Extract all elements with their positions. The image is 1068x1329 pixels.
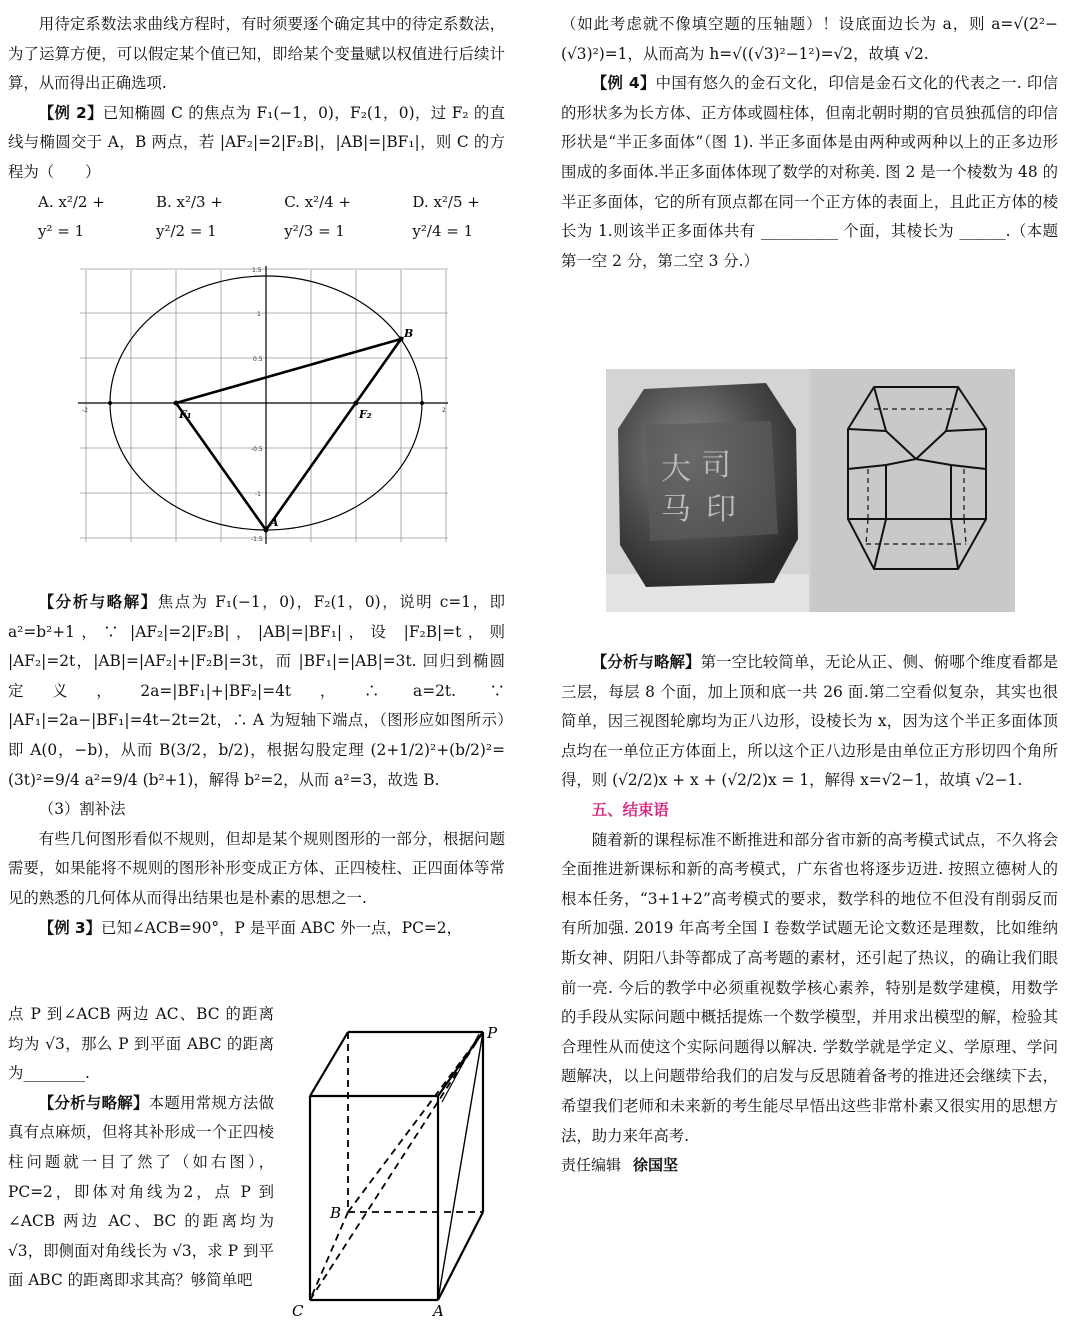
label-prism-a: A xyxy=(433,1302,444,1320)
example-2-options xyxy=(8,188,505,247)
triangle-abf1 xyxy=(176,339,401,530)
tick-y-m15: -1.5 xyxy=(251,536,263,543)
example-4 xyxy=(561,69,1058,276)
option-d: D. x²/5 + y²/4 = 1 xyxy=(412,192,480,241)
point-b xyxy=(399,337,404,342)
closing-paragraph: 随着新的课程标准不断推进和部分省市新的高考模式试点，不久将会全面推进新课标和新的高考模式，广东省也将逐步迈进. 按照立德树人的根本任务，“3+1+2”高考模式的要求，数学科的地位不但没有削弱反而有所加强. 2019 年高考全国 I 卷数学试题无论文数还是理数，比如维纳斯女神、阴阳八卦等都成了高考题的素材，还引起了热议，的确让我们眼前一亮. 今后的教学中必须重视数学核心素养，特别是数学建模，用数学的手段从实际问题中概括提炼一个数学模型，并用求出模型的解，检验其合理性从而使这个实际问题得以解决. 学数学就是学定义、学原理、学问题解决，以上问题带给我们的启发与反思随着备考的推进还会继续下去，希望我们老师和未来新的考生能尽早悟出这些非常朴素又很实用的思想方法，助力来年高考. xyxy=(561,830,1058,1145)
example-3 xyxy=(8,914,505,944)
left-column xyxy=(8,10,505,247)
label-f2: F₂ xyxy=(359,408,372,421)
example-3-rest: 点 P 到∠ACB 两边 AC、BC 的距离均为 √3，那么 P 到平面 ABC 的距离为________. xyxy=(8,1005,274,1083)
subsection-3: （3）割补法 xyxy=(38,800,126,819)
analysis-4-text: 第一空比较简单，无论从正、侧、俯哪个维度看都是三层，每层 8 个面，加上顶和底一共 26 面.第二空看似复杂，其实也很简单，因三视图轮廓均为正八边形，设棱长为 x，因为这个半正多面体顶点均在一单位正方体面上，所以这个正八边形是由单位正方形切四个角所得，则 (√2/2)x + x + (√2/2)x = 1，解得 x=√2−1，故填 √2−1. xyxy=(561,653,1058,790)
right-column xyxy=(561,10,1058,276)
example-2 xyxy=(8,99,505,188)
example-2-label: 【例 2】 xyxy=(38,103,103,122)
label-prism-b: B xyxy=(330,1204,342,1222)
example-2-text: 已知椭圆 C 的焦点为 F₁(−1，0)，F₂(1，0)，过 F₂ 的直线与椭圆交于 A，B 两点，若 |AF₂|=2|F₂B|，|AB|=|BF₁|，则 C 的方程为（ ） xyxy=(8,103,505,181)
tick-y-15: 1.5 xyxy=(252,267,262,274)
point-f2 xyxy=(354,401,359,406)
seal-char-1: 大 xyxy=(661,452,691,487)
label-f1: F₁ xyxy=(179,408,192,421)
tick-y-05: 0.5 xyxy=(253,356,263,363)
example-4-label: 【例 4】 xyxy=(591,74,656,93)
label-c: C xyxy=(292,1302,304,1320)
tick-y-1: 1 xyxy=(257,311,261,318)
point-f1 xyxy=(174,401,179,406)
label-b: B xyxy=(404,327,414,340)
grid xyxy=(80,269,448,542)
tick-x-neg2: -2 xyxy=(82,407,88,414)
option-c: C. x²/4 + y²/3 = 1 xyxy=(284,192,352,241)
left-column-lower xyxy=(8,588,505,943)
photo-drawing xyxy=(606,369,1015,612)
editor-name: 徐国坚 xyxy=(633,1156,679,1175)
example-3-line1: 已知∠ACB=90°，P 是平面 ABC 外一点，PC=2， xyxy=(101,918,462,937)
seal-char-2: 司 xyxy=(701,448,731,483)
tick-x-2: 2 xyxy=(442,407,446,414)
prism-figure xyxy=(290,1020,510,1325)
analysis-4 xyxy=(561,648,1058,796)
tick-y-m05: -0.5 xyxy=(251,446,263,453)
analysis-2-label: 【分析与略解】 xyxy=(38,593,158,611)
right-column-lower xyxy=(561,648,1058,1181)
seal-char-3: 马 xyxy=(661,492,691,527)
example-4-text: 中国有悠久的金石文化，印信是金石文化的代表之一. 印信的形状多为长方体、正方体或圆柱体，但南北朝时期的官员独孤信的印信形状是“半正多面体”（图 1). 半正多面体是由两种或两种以上的正多边形围成的多面体.半正多面体体现了数学的对称美. 图 2 是一个棱数为 48 的半正多面体，它的所有顶点都在同一个正方体的表面上，且此正方体的棱长为 1.则该半正多面体共有 __________ 个面，其棱长为 ______.（本题第一空 2 分，第二空 3 分.） xyxy=(561,74,1058,270)
seal-char-4: 印 xyxy=(706,492,736,527)
right-intro: （如此考虑就不像填空题的压轴题）！设底面边长为 a，则 a=√(2²−(√3)²)=1，从而高为 h=√((√3)²−1²)=√2，故填 √2. xyxy=(561,15,1058,63)
vertex-right xyxy=(420,401,424,405)
editor-label: 责任编辑 xyxy=(561,1156,622,1175)
ellipse-graph xyxy=(76,262,450,547)
option-b: B. x²/3 + y²/2 = 1 xyxy=(155,192,223,241)
seal-and-polyhedron-photo xyxy=(606,369,1015,612)
left-narrow-column xyxy=(8,1000,274,1296)
label-a: A xyxy=(270,516,279,529)
intro-paragraph: 用待定系数法求曲线方程时，有时须要逐个确定其中的待定系数法，为了运算方便，可以假定某个值已知，即给某个变量赋以权值进行后续计算，从而得出正确选项. xyxy=(8,15,505,93)
point-a xyxy=(264,528,269,533)
vertex-left xyxy=(108,401,112,405)
analysis-3-label: 【分析与略解】 xyxy=(38,1093,149,1112)
tick-y-m1: -1 xyxy=(255,491,261,498)
analysis-4-label: 【分析与略解】 xyxy=(591,653,701,671)
editor-credit xyxy=(561,1151,1058,1181)
example-3-label: 【例 3】 xyxy=(38,918,102,937)
analysis-3-text: 本题用常规方法做真有点麻烦，但将其补形成一个正四棱柱问题就一目了然了（如右图），PC=2，即体对角线为2，点 P 到∠ACB 两边 AC、BC 的距离均为 √3，即侧面对角线长为 √3，求 P 到平面 ABC 的距离即求其高？够简单吧 xyxy=(8,1093,274,1290)
label-p: P xyxy=(487,1024,498,1042)
analysis-2-text: 焦点为 F₁(−1，0)，F₂(1，0)，说明 c=1，即 a²=b²+1，∵ |AF₂|=2|F₂B|，|AB|=|BF₁|，设 |F₂B|=t，则 |AF₂|=2t，|AB|=|AF₂|+|F₂B|=3t，而 |BF₁|=|AB|=3t. 回归到椭圆定义，2a=|BF₁|+|BF₂|=4t，∴ a=2t. ∵ |AF₁|=2a−|BF₁|=4t−2t=2t，∴ A 为短轴下端点，（图形应如图所示）即 A(0，−b)，从而 B(3/2，b/2)，根据勾股定理 (2+1/2)²+(b/2)²=(3t)²=9/4 a²=9/4 (b²+1)，解得 b²=2，从而 a²=3，故选 B. xyxy=(8,593,505,789)
option-a: A. x²/2 + y² = 1 xyxy=(38,192,105,241)
analysis-3 xyxy=(8,1089,274,1296)
paragraph-3: 有些几何图形看似不规则，但却是某个规则图形的一部分，根据问题需要，如果能将不规则的图形补形变成正方体、正四棱柱、正四面体等常见的熟悉的几何体从而得出结果也是朴素的思想之一. xyxy=(8,829,505,907)
section-5-title: 五、结束语 xyxy=(591,800,669,819)
analysis-2 xyxy=(8,588,505,795)
